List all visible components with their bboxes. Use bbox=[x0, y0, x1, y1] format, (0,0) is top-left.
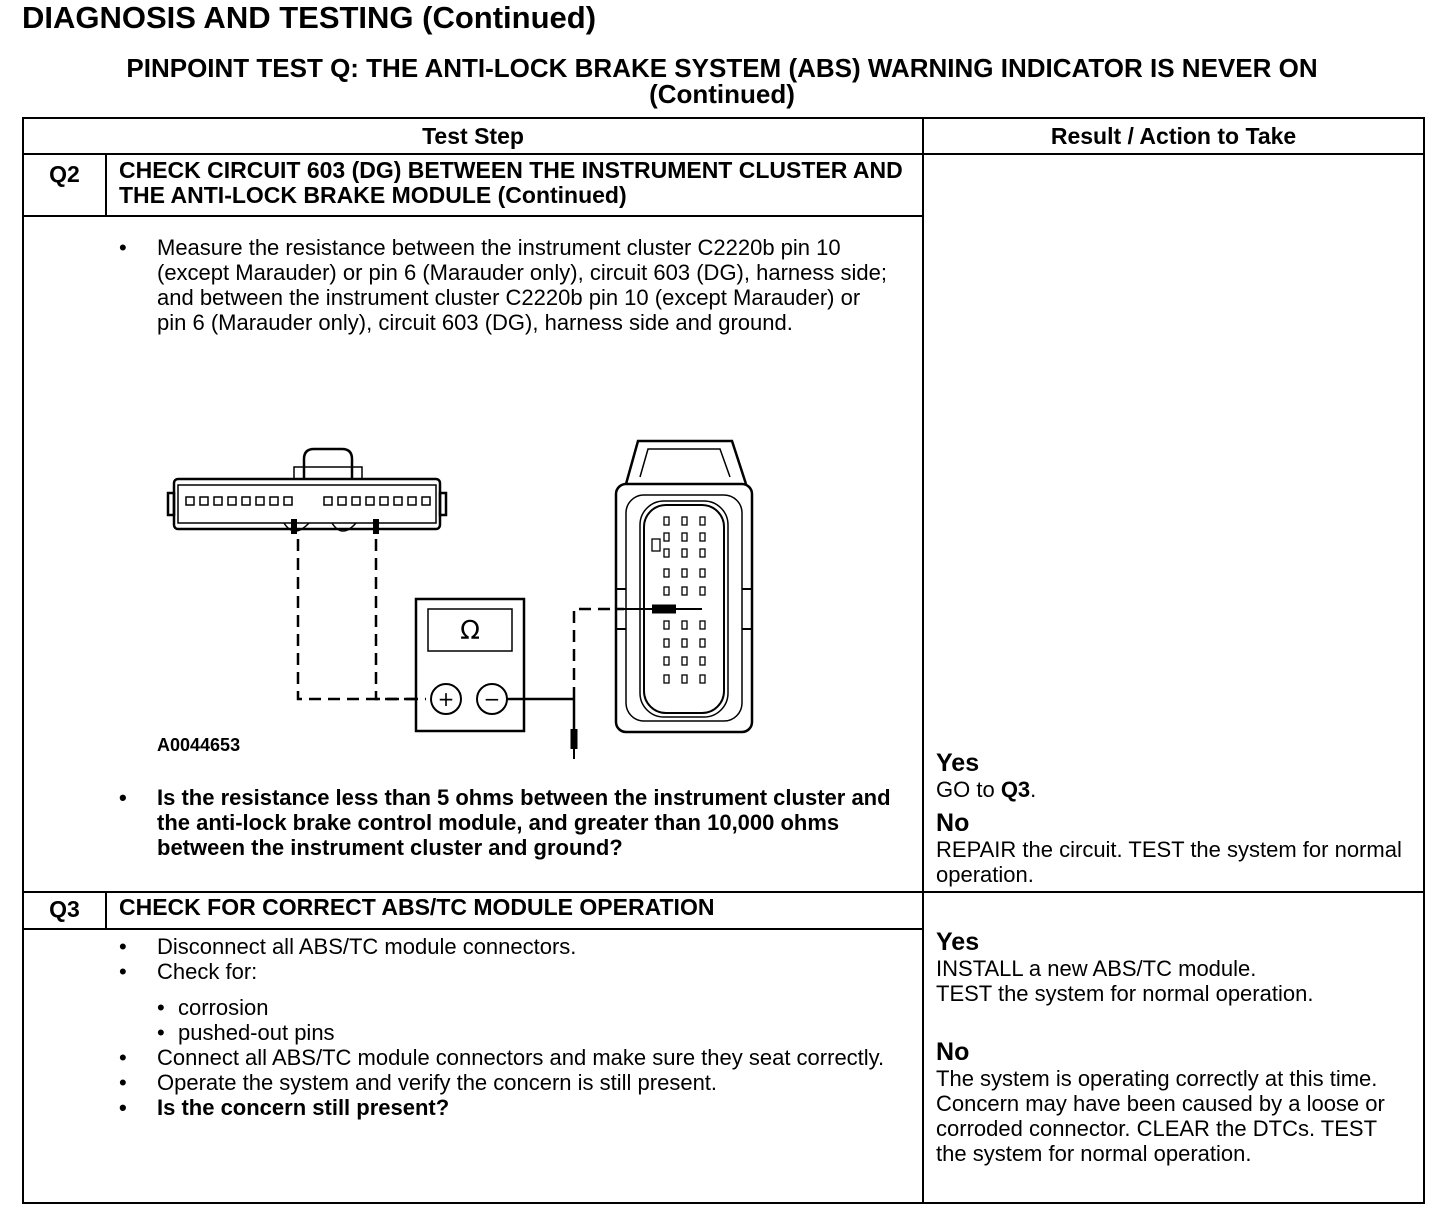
q2-yes-label: Yes bbox=[936, 749, 980, 777]
q3-question: • Is the concern still present? bbox=[24, 1095, 922, 1120]
q2-title-row bbox=[23, 154, 1424, 216]
minus-terminal: − bbox=[483, 687, 501, 711]
q2-title: CHECK CIRCUIT 603 (DG) BETWEEN THE INSTRUMENT CLUSTER AND THE ANTI-LOCK BRAKE MODULE (Continued) bbox=[106, 154, 923, 216]
col-result: Result / Action to Take bbox=[923, 118, 1424, 154]
q3-substep-2: • pushed-out pins bbox=[24, 1020, 922, 1045]
q2-no-label: No bbox=[936, 809, 970, 837]
page-title: DIAGNOSIS AND TESTING (Continued) bbox=[22, 0, 597, 35]
q3-step-2: • Check for: bbox=[24, 959, 922, 984]
col-test-step: Test Step bbox=[23, 118, 923, 154]
q3-title-row bbox=[23, 892, 1424, 929]
figure-id: A0044653 bbox=[157, 735, 241, 755]
q3-yes-line1: INSTALL a new ABS/TC module. bbox=[936, 956, 1257, 981]
q2-result bbox=[923, 154, 1424, 892]
q2-body bbox=[23, 216, 923, 892]
test-table bbox=[22, 117, 1425, 1204]
instrument-cluster-connector bbox=[168, 449, 446, 531]
q2-step-1: • Measure the resistance between the instrument cluster C2220b pin 10 (except Marauder) or pin 6 (Marauder only), circuit 603 (DG), harness side; and between the instrument cluster C2220b pin 10 (except Marauder) or pin 6 (Marauder only), circuit 603 (DG), harness side and ground. bbox=[24, 235, 922, 335]
q2-no-text: REPAIR the circuit. TEST the system for normal operation. bbox=[936, 837, 1402, 887]
q3-no-text: The system is operating correctly at this time. Concern may have been caused by a loose or corroded connector. CLEAR the DTCs. TEST the system for normal operation. bbox=[936, 1066, 1385, 1166]
q2-yes-text: GO to Q3. bbox=[936, 777, 1037, 802]
plus-terminal: + bbox=[437, 687, 455, 711]
q3-substep-1: • corrosion bbox=[24, 995, 922, 1020]
q3-title: CHECK FOR CORRECT ABS/TC MODULE OPERATION bbox=[106, 892, 923, 929]
q2-question: • Is the resistance less than 5 ohms between the instrument cluster and the anti-lock brake control module, and greater than 10,000 ohms between the instrument cluster and ground? bbox=[24, 785, 922, 860]
abs-pins bbox=[652, 517, 705, 683]
pinpoint-test-continued: (Continued) bbox=[649, 79, 795, 109]
q3-step-4: • Operate the system and verify the concern is still present. bbox=[24, 1070, 922, 1095]
q3-yes-line2: TEST the system for normal operation. bbox=[936, 981, 1314, 1006]
table-header-row bbox=[23, 118, 1424, 154]
q3-no-label: No bbox=[936, 1038, 970, 1066]
q3-step-3: • Connect all ABS/TC module connectors and make sure they seat correctly. bbox=[24, 1045, 922, 1070]
q3-step-1: • Disconnect all ABS/TC module connectors. bbox=[24, 934, 922, 959]
q3-id: Q3 bbox=[23, 892, 106, 929]
cluster-pins bbox=[186, 497, 430, 505]
connection-diagram bbox=[164, 389, 784, 759]
q3-yes-label: Yes bbox=[936, 928, 980, 956]
q3-result bbox=[923, 892, 1424, 1203]
ohm-symbol: Ω bbox=[460, 616, 480, 646]
pinpoint-test-title: PINPOINT TEST Q: THE ANTI-LOCK BRAKE SYSTEM (ABS) WARNING INDICATOR IS NEVER ON bbox=[126, 53, 1318, 83]
q2-id: Q2 bbox=[23, 154, 106, 216]
q3-body bbox=[23, 929, 923, 1203]
